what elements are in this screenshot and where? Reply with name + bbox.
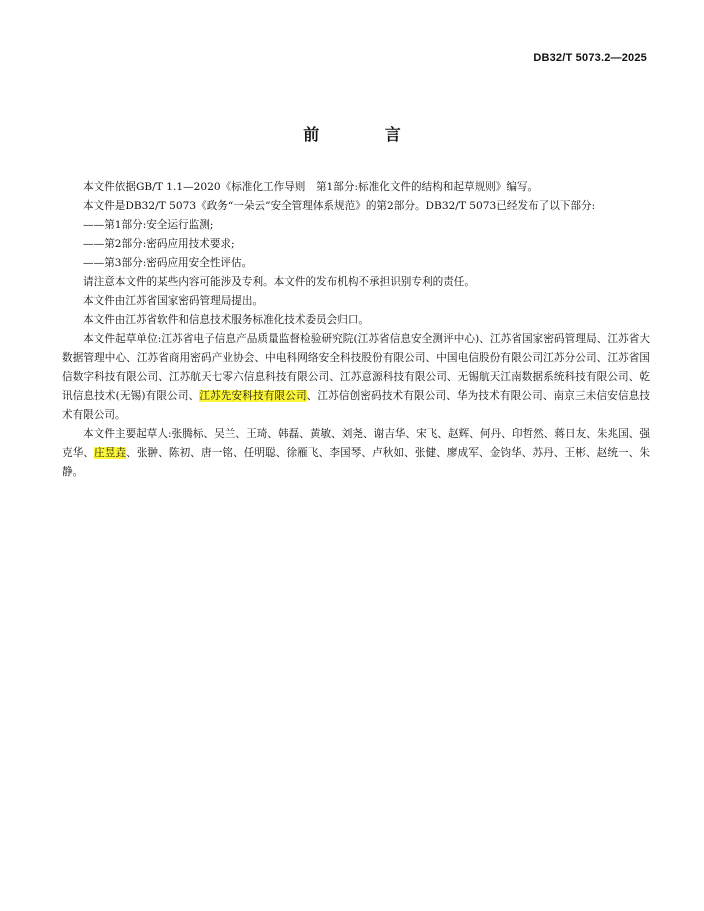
drafters-text: 本文件主要起草人:张腾标、吴兰、王琦、韩磊、黄敏、刘尧、谢吉华、宋飞、赵辉、何丹、印哲然、蒋日友、朱兆国、强克华、 [62,428,650,459]
highlighted-drafter: 庄昱垚 [94,447,127,459]
page-title: 前 言 [303,125,431,144]
paragraph-series: 本文件是DB32/T 5073《政务“一朵云”安全管理体系规范》的第2部分。DB32/T 5073已经发布了以下部分: [83,200,596,212]
document-number: DB32/T 5073.2—2025 [533,52,647,64]
list-item-part-2: ——第2部分:密码应用技术要求; [83,238,235,250]
list-item-part-1: ——第1部分:安全运行监测; [83,219,214,231]
paragraph-patent-notice: 请注意本文件的某些内容可能涉及专利。本文件的发布机构不承担识别专利的责任。 [83,276,475,288]
list-item-part-3: ——第3部分:密码应用安全性评估。 [83,257,253,269]
drafting-units-text: 本文件起草单位:江苏省电子信息产品质量监督检验研究院(江苏省信息安全测评中心)、江苏省国家密码管理局、江苏省大数据管理中心、江苏省商用密码产业协会、中电科网络安全科技股份有限公司、中国电信股份有限公司江苏分公司、江苏省国信数字科技有限公司、江苏航天七零六信息科技有限公司、江苏意源科技有限公司、无锡航天江南数据系统科技有限公司、乾讯信息技术(无锡)有限公司、 [62,333,650,402]
highlighted-unit: 江苏先安科技有限公司 [199,390,307,402]
paragraph-committee: 本文件由江苏省软件和信息技术服务标准化技术委员会归口。 [83,314,370,326]
paragraph-proposer: 本文件由江苏省国家密码管理局提出。 [83,295,264,307]
drafters-text-end: 、张翀、陈初、唐一铭、任明聪、徐雁飞、李国琴、卢秋如、张健、廖成军、金钧华、苏丹、王彬、赵统一、朱静。 [62,447,650,478]
paragraph-drafters [62,425,650,482]
foreword-body [62,178,650,482]
paragraph-drafting-units [62,330,650,425]
paragraph-basis: 本文件依据GB/T 1.1—2020《标准化工作导则 第1部分:标准化文件的结构和起草规则》编写。 [83,181,539,193]
drafting-units-text-end: 、江苏信创密码技术有限公司、华为技术有限公司、南京三未信安信息技术有限公司。 [62,390,651,421]
